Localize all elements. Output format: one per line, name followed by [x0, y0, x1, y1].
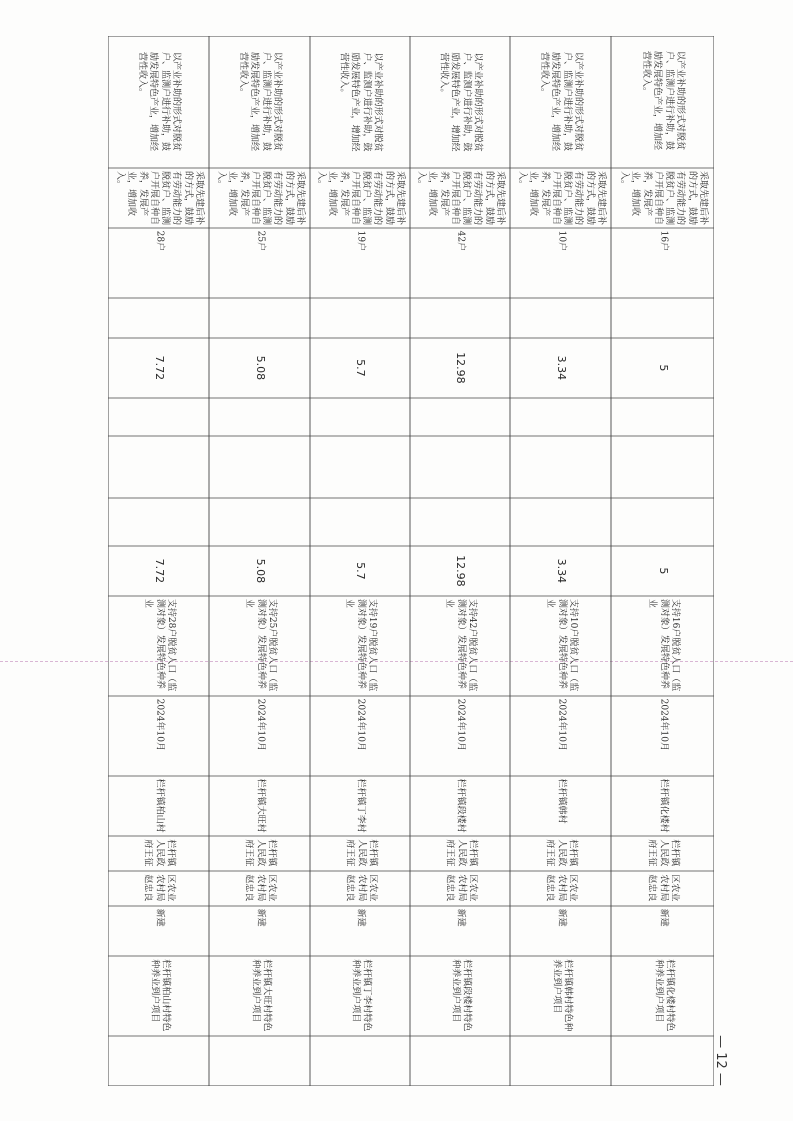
cell-benefit	[310, 36, 410, 168]
cell-fund-b	[510, 436, 611, 498]
cell-total	[310, 546, 410, 596]
cell-type	[611, 906, 714, 956]
name-text: 栏杆镇段楼村特色种养业到户项目	[450, 959, 472, 1032]
time-text: 2024年10月	[658, 699, 669, 752]
cell-fund-c	[611, 398, 714, 436]
time-text: 2024年10月	[255, 699, 266, 752]
cell-time	[108, 696, 209, 776]
location-text: 栏杆镇丁李村	[355, 779, 366, 834]
cell-fund-a	[310, 498, 410, 546]
cell-households	[310, 228, 410, 298]
fund-d-text: 7.72	[152, 355, 166, 381]
cell-time	[410, 696, 510, 776]
cell-benefit	[510, 36, 611, 168]
page-number-text: — 12 —	[712, 1034, 728, 1086]
dept-text: 区农业农村局赵忠良	[344, 874, 377, 902]
total-text: 5.7	[353, 562, 367, 580]
cell-fund-e	[510, 298, 611, 338]
mechanism-text: 采取先建后补的方式，鼓励有劳动能力的脱贫户、监测户开展自种自养，发展产业，增加收入。	[416, 171, 505, 226]
name-text: 栏杆镇丁李村特色种养业到户项目	[350, 959, 372, 1032]
cell-name	[611, 956, 714, 1036]
cell-fund-e	[108, 298, 209, 338]
content-text: 支持25户脱贫人口（监测对象）发展特色种养业	[243, 599, 277, 692]
name-text: 栏杆镇大旺村特色种养业到户项目	[249, 959, 271, 1032]
cell-content	[108, 596, 209, 696]
cell-total	[510, 546, 611, 596]
cell-subject	[310, 836, 410, 871]
mechanism-text: 采取先建后补的方式，鼓励有劳动能力的脱贫户、监测户开展自种自养，发展产业，增加收入。	[215, 171, 305, 226]
type-text: 新建	[455, 909, 466, 928]
cell-households	[510, 228, 611, 298]
cell-dept	[310, 871, 410, 906]
cell-name	[410, 956, 510, 1036]
time-text: 2024年10月	[355, 699, 366, 752]
time-text: 2024年10月	[154, 699, 165, 752]
type-text: 新建	[556, 909, 567, 928]
households-text: 16户	[658, 231, 669, 252]
mechanism-text: 采取先建后补的方式，鼓励有劳动能力的脱贫户、监测户开展自种自养，发展产业，增加收入。	[618, 171, 708, 226]
cell-time	[209, 696, 310, 776]
cell-location	[410, 776, 510, 836]
content-text: 支持10户脱贫人口（监测对象）发展特色种养业	[544, 599, 578, 692]
name-text: 栏杆镇化楼村特色种养业到户项目	[652, 959, 674, 1032]
cell-fund-c	[209, 398, 310, 436]
cell-benefit	[611, 36, 714, 168]
cell-mechanism	[108, 168, 209, 228]
total-text: 7.72	[152, 558, 166, 584]
type-text: 新建	[355, 909, 366, 928]
content-text: 支持28户脱贫人口（监测对象）发展特色种养业	[142, 599, 176, 692]
subject-text: 栏杆镇人民政府王征	[646, 839, 680, 867]
name-text: 栏杆镇韩村特色种养业到户项目	[550, 959, 572, 1032]
dept-text: 区农业农村局赵忠良	[243, 874, 277, 902]
households-text: 42户	[455, 231, 466, 252]
total-text: 3.34	[554, 558, 568, 584]
cell-dept	[410, 871, 510, 906]
cell-fund-d	[108, 338, 209, 398]
subject-text: 栏杆镇人民政府王征	[544, 839, 578, 867]
cell-time	[611, 696, 714, 776]
cell-content	[410, 596, 510, 696]
mechanism-text: 采取先建后补的方式，鼓励有劳动能力的脱贫户、监测户开展自种自养，发展产业，增加收入。	[114, 171, 204, 226]
cell-location	[611, 776, 714, 836]
cell-fund-e	[310, 298, 410, 338]
cell-subject	[611, 836, 714, 871]
type-text: 新建	[154, 909, 165, 928]
cell-benefit	[108, 36, 209, 168]
cell-fund-c	[510, 398, 611, 436]
fund-d-text: 12.98	[453, 352, 467, 384]
cell-fund-d	[611, 338, 714, 398]
benefit-text: 以产业补助的形式对脱贫户、监测户进行补助，鼓励发展特色产业，增加经营性收入。	[641, 50, 685, 150]
dept-text: 区农业农村局赵忠良	[444, 874, 477, 902]
dept-text: 区农业农村局赵忠良	[646, 874, 680, 902]
location-text: 栏杆镇柏山村	[154, 779, 165, 834]
cell-time	[510, 696, 611, 776]
cell-fund-a	[108, 498, 209, 546]
fund-d-text: 5	[656, 364, 670, 372]
cell-benefit	[209, 36, 310, 168]
type-text: 新建	[255, 909, 266, 928]
cell-mechanism	[410, 168, 510, 228]
cell-type	[510, 906, 611, 956]
page-number	[700, 1030, 740, 1090]
mechanism-text: 采取先建后补的方式，鼓励有劳动能力的脱贫户、监测户开展自种自养，发展产业，增加收入。	[516, 171, 606, 226]
cell-fund-b	[310, 436, 410, 498]
cell-dept	[209, 871, 310, 906]
cell-households	[108, 228, 209, 298]
cell-fund-d	[510, 338, 611, 398]
total-text: 12.98	[453, 555, 467, 587]
fund-d-text: 5.08	[253, 355, 267, 381]
cell-fund-c	[108, 398, 209, 436]
benefit-text: 以产业补助的形式对脱贫户、监测户进行补助，鼓励发展特色产业，增加经营性收入。	[539, 51, 583, 151]
content-text: 支持19户脱贫人口（监测对象）发展特色种养业	[344, 599, 377, 692]
dept-text: 区农业农村局赵忠良	[544, 874, 578, 902]
cell-total	[108, 546, 209, 596]
cell-fund-c	[310, 398, 410, 436]
cell-total	[209, 546, 310, 596]
project-table	[108, 36, 714, 1086]
cell-households	[410, 228, 510, 298]
cell-mechanism	[510, 168, 611, 228]
cell-subject	[108, 836, 209, 871]
households-text: 25户	[255, 231, 266, 252]
subject-text: 栏杆镇人民政府王征	[344, 839, 377, 867]
cell-dept	[611, 871, 714, 906]
cell-location	[108, 776, 209, 836]
cell-name	[310, 956, 410, 1036]
households-text: 10户	[556, 231, 567, 252]
content-text: 支持42户脱贫人口（监测对象）发展特色种养业	[444, 599, 477, 692]
cell-fund-a	[209, 498, 310, 546]
fund-d-text: 3.34	[554, 355, 568, 381]
cell-fund-a	[410, 498, 510, 546]
subject-text: 栏杆镇人民政府王征	[243, 839, 277, 867]
fund-d-text: 5.7	[353, 359, 367, 377]
location-text: 栏杆镇段楼村	[455, 779, 466, 834]
content-text: 支持16户脱贫人口（监测对象）发展特色种养业	[646, 599, 680, 692]
cell-content	[209, 596, 310, 696]
cell-location	[510, 776, 611, 836]
cell-fund-e	[410, 298, 510, 338]
benefit-text: 以产业补助的形式对脱贫户、监测户进行补助，鼓励发展特色产业，增加经营性收入。	[338, 52, 383, 152]
cell-households	[611, 228, 714, 298]
cell-content	[510, 596, 611, 696]
mechanism-text: 采取先建后补的方式，鼓励有劳动能力的脱贫户、监测户开展自种自养，发展产业，增加收入。	[316, 171, 405, 226]
location-text: 栏杆镇韩村	[556, 779, 567, 825]
cell-subject	[510, 836, 611, 871]
benefit-text: 以产业补助的形式对脱贫户、监测户进行补助，鼓励发展特色产业，增加经营性收入。	[438, 52, 483, 152]
cell-total	[611, 546, 714, 596]
cell-fund-a	[611, 498, 714, 546]
cell-households	[209, 228, 310, 298]
cell-fund-b	[410, 436, 510, 498]
name-text: 栏杆镇柏山村特色种养业到户项目	[148, 959, 170, 1032]
cell-name	[108, 956, 209, 1036]
cell-type	[410, 906, 510, 956]
location-text: 栏杆镇化楼村	[658, 779, 669, 834]
cell-type	[108, 906, 209, 956]
total-text: 5	[656, 567, 670, 575]
cell-fund-b	[209, 436, 310, 498]
cell-fund-b	[108, 436, 209, 498]
dept-text: 区农业农村局赵忠良	[142, 874, 176, 902]
cell-total	[410, 546, 510, 596]
cell-dept	[510, 871, 611, 906]
cell-mechanism	[310, 168, 410, 228]
cell-location	[310, 776, 410, 836]
subject-text: 栏杆镇人民政府王征	[444, 839, 477, 867]
cell-fund-d	[310, 338, 410, 398]
benefit-text: 以产业补助的形式对脱贫户、监测户进行补助，鼓励发展特色产业，增加经营性收入。	[137, 51, 181, 151]
cell-subject	[209, 836, 310, 871]
cell-benefit	[410, 36, 510, 168]
type-text: 新建	[658, 909, 669, 928]
cell-fund-b	[611, 436, 714, 498]
cell-type	[310, 906, 410, 956]
cell-fund-e	[209, 298, 310, 338]
cell-mechanism	[611, 168, 714, 228]
time-text: 2024年10月	[455, 699, 466, 752]
cell-name	[510, 956, 611, 1036]
cell-content	[611, 596, 714, 696]
households-text: 28户	[154, 231, 165, 252]
cell-mechanism	[209, 168, 310, 228]
households-text: 19户	[355, 231, 366, 252]
subject-text: 栏杆镇人民政府王征	[142, 839, 176, 867]
cell-name	[209, 956, 310, 1036]
cell-location	[209, 776, 310, 836]
cell-fund-d	[410, 338, 510, 398]
total-text: 5.08	[253, 558, 267, 584]
cell-fund-a	[510, 498, 611, 546]
cell-content	[310, 596, 410, 696]
cell-fund-e	[611, 298, 714, 338]
cell-fund-c	[410, 398, 510, 436]
location-text: 栏杆镇大旺村	[255, 779, 266, 834]
cell-fund-d	[209, 338, 310, 398]
benefit-text: 以产业补助的形式对脱贫户、监测户进行补助，鼓励发展特色产业，增加经营性收入。	[238, 51, 282, 151]
cell-time	[310, 696, 410, 776]
time-text: 2024年10月	[556, 699, 567, 752]
cell-type	[209, 906, 310, 956]
cell-dept	[108, 871, 209, 906]
cell-subject	[410, 836, 510, 871]
